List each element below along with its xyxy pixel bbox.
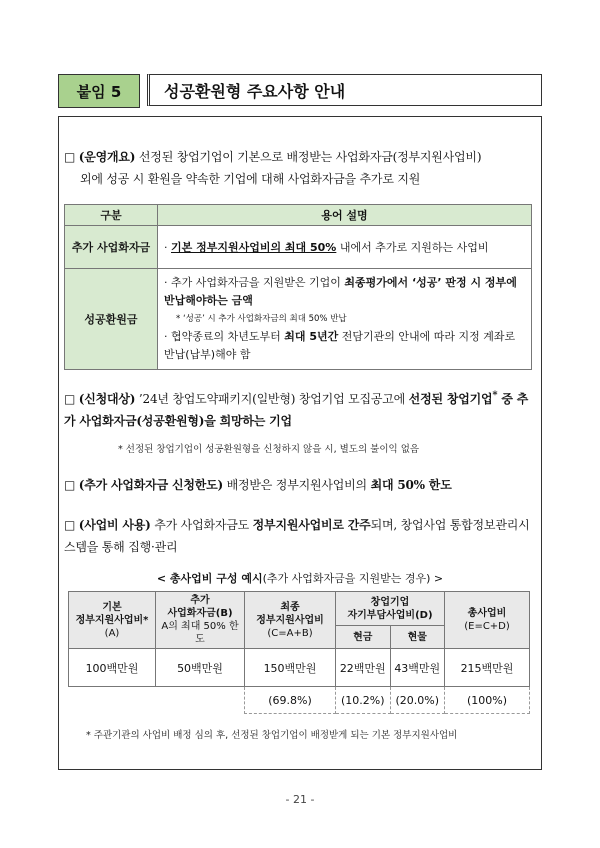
page-title: 성공환원형 주요사항 안내 [147,74,542,106]
section-header [58,74,542,108]
table-row: (69.8%) (10.2%) (20.0%) (100%) [69,687,530,714]
checkbox-icon: □ [64,518,76,532]
overview-paragraph [64,146,534,190]
target-paragraph: □ (신청대상) ’24년 창업도약패키지(일반형) 창업기업 모집공고에 선정된 창업기업* 중 추가 사업화자금(성공환원형)을 희망하는 기업 [64,390,529,428]
overview-line2: 외에 성공 시 환원을 약속한 기업에 대해 사업화자금을 추가로 지원 [80,172,421,186]
col-cash: 현금 [336,626,391,649]
terms-row1-desc: · 기본 정부지원사업비의 최대 50% 내에서 추가로 지원하는 사업비 [158,226,532,269]
col-base-support: 기본 정부지원사업비* (A) [69,592,156,649]
limit-paragraph: □ (추가 사업화자금 신청한도) 배정받은 정부지원사업비의 최대 50% 한도 [64,478,452,492]
usage-paragraph: □ (사업비 사용) 추가 사업화자금도 정부지원사업비로 간주되며, 창업사업 통합정보관리시스템을 통해 집행·관리 [64,518,530,554]
page-number: - 21 - [285,793,315,806]
example-caption: < 총사업비 구성 예시(추가 사업화자금을 지원받는 경우) > [156,572,444,585]
terms-row2-desc: · 추가 사업화자금을 지원받은 기업이 최종평가에서 ‘성공’ 판정 시 정부에 반납해야하는 금액 * ‘성공’ 시 추가 사업화자금의 최대 50% 반납 · 협약종료의 차년도부터 최대 5년간 전담기관의 안내에 따라 지정 계좌로 반납(납부)해야 함 [158,269,532,370]
overview-label: (운영개요) [78,150,136,164]
attachment-tag: 붙임 5 [58,74,140,108]
col-total: 총사업비 (E=C+D) [445,592,530,649]
checkbox-icon: □ [64,392,76,406]
example-note: * 주관기관의 사업비 배정 심의 후, 선정된 창업기업이 배정받게 되는 기본 정부지원사업비 [86,730,458,741]
col-additional-fund: 추가 사업화자금(B) A의 최대 50% 한도 [156,592,245,649]
terms-row1-label: 추가 사업화자금 [65,226,158,269]
terms-row2-note: * ‘성공’ 시 추가 사업화자금의 최대 50% 반납 [176,314,347,324]
example-table [68,591,530,714]
terms-row2-label: 성공환원금 [65,269,158,370]
target-note: * 선정된 창업기업이 성공환원형을 신청하지 않을 시, 별도의 불이익 없음 [118,444,420,455]
checkbox-icon: □ [64,478,76,492]
col-self-burden: 창업기업 자기부담사업비(D) [336,592,445,626]
overview-line1: 선정된 창업기업이 기본으로 배정받는 사업화자금(정부지원사업비) [135,150,482,164]
terms-head-col1: 구분 [65,205,158,226]
col-final-support: 최종 정부지원사업비 (C=A+B) [245,592,336,649]
table-row: 100백만원 50백만원 150백만원 22백만원 43백만원 215백만원 [69,649,530,687]
col-in-kind: 현물 [390,626,445,649]
checkbox-icon: □ [64,150,76,164]
terms-head-col2: 용어 설명 [158,205,532,226]
terms-table [64,204,532,370]
